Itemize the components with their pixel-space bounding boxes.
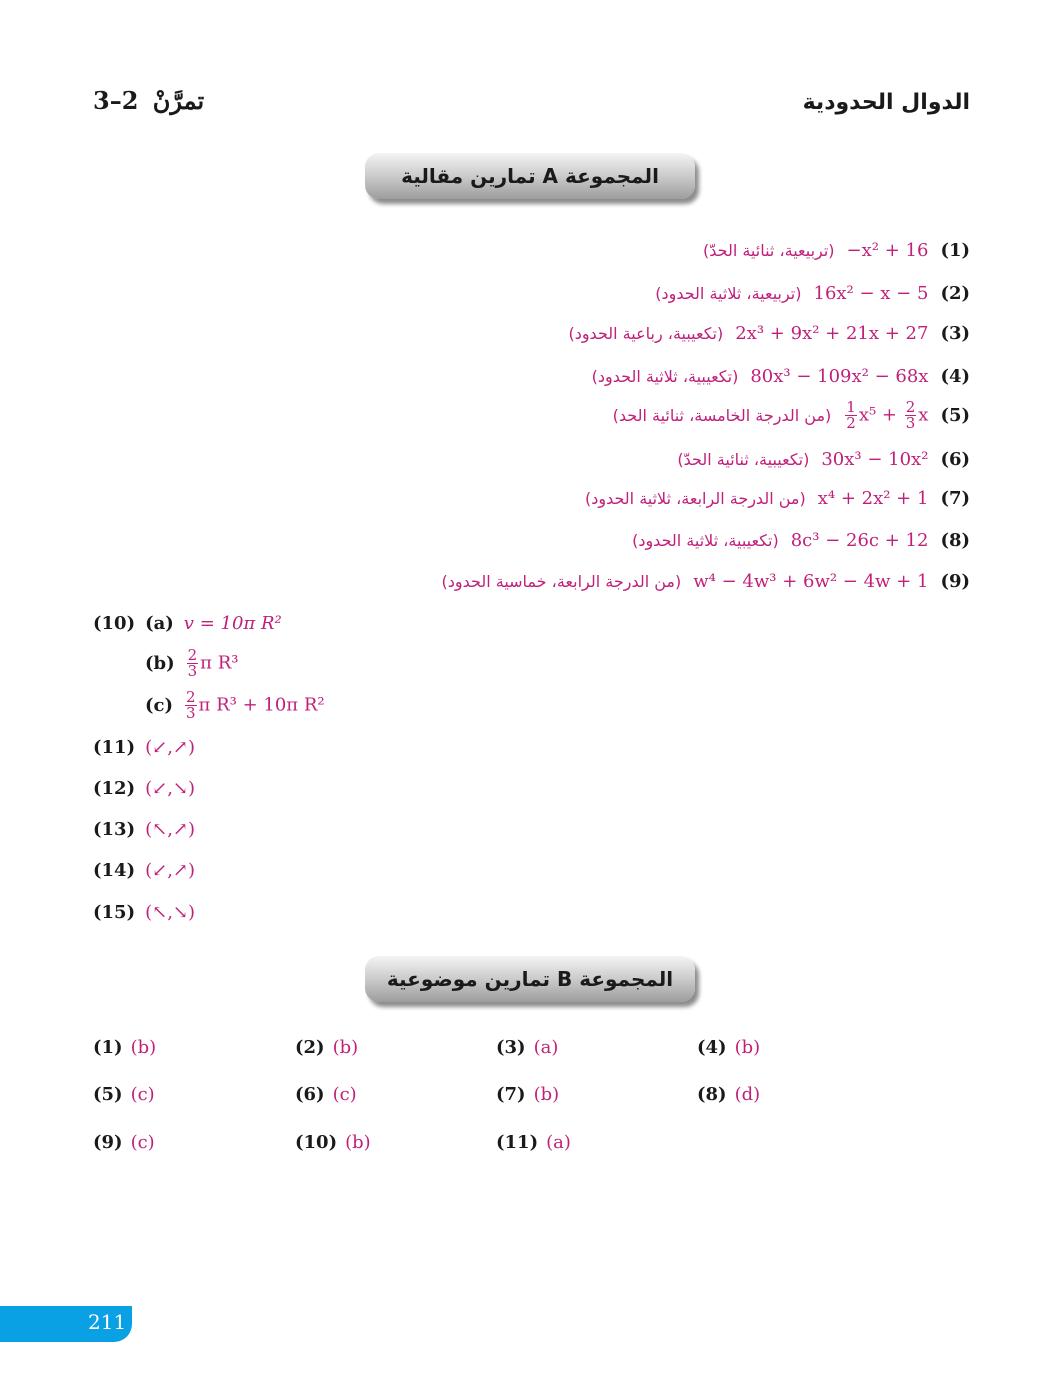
item-description: (تكعيبية، ثلاثية الحدود) [632,531,779,550]
item-number: (8) [940,530,970,551]
section-a-title: المجموعة A تمارين مقالية [401,164,659,188]
list-item [93,613,282,634]
mc-answer: (7) (b) [496,1084,560,1105]
mc-answer: (10) (b) [295,1132,371,1153]
item-expression: 16x² − x − 5 [813,283,929,304]
section-b-title: المجموعة B تمارين موضوعية [386,967,674,991]
mc-answer: (3) (a) [496,1037,559,1058]
item-number: (7) [940,488,970,509]
fraction: $\frac{2}{3}$ [905,398,916,432]
item-number: (11) [93,737,136,758]
mc-answer: (11) (a) [496,1132,571,1153]
item-number: (4) [940,366,970,387]
section-b-banner [365,956,695,1002]
page-number-bar [0,1306,132,1342]
item-number: (14) [93,860,136,881]
item-expression: $\frac{1}{2}$ x⁵ + $\frac{2}{3}$ x [846,398,929,432]
item-description: (من الدرجة الرابعة، ثلاثية الحدود) [584,489,806,508]
list-item [703,240,970,261]
part-label: (c) [145,695,173,716]
item-description: (تربيعية، ثنائية الحدّ) [702,241,835,260]
list-item [93,902,195,923]
mc-answer: (1) (b) [93,1037,157,1058]
chapter-title: الدوال الحدودية [802,90,970,115]
item-expression: 80x³ − 109x² − 68x [750,366,929,387]
item-description: (تكعيبية، ثنائية الحدّ) [677,450,810,469]
exercise-heading [93,86,204,115]
item-expression: x⁴ + 2x² + 1 [817,488,929,509]
item-number: (12) [93,778,136,799]
arrow-answer: (↙,↘) [145,778,196,799]
list-item [613,400,970,431]
mc-answer: (6) (c) [295,1084,357,1105]
item-number: (3) [940,323,970,344]
list-item [677,449,970,470]
list-item [145,690,325,721]
part-label: (a) [145,613,174,634]
list-item [145,648,239,679]
page-number: 211 [88,1310,127,1334]
list-item [655,283,970,304]
exercise-label: تمرَّنْ [152,86,205,115]
exercise-number: 3–2 [93,86,139,115]
item-description: (تكعيبية، ثلاثية الحدود) [591,367,739,386]
arrow-answer: (↙,↗) [145,737,196,758]
list-item [592,366,970,387]
item-expression: 8c³ − 26c + 12 [790,530,929,551]
part-label: (b) [145,653,175,674]
list-item [585,488,970,509]
section-a-banner [365,153,695,199]
item-expression: $\frac{2}{3}$ π R³ + 10π R² [186,688,325,722]
mc-answer: (4) (b) [697,1037,761,1058]
item-number: (9) [940,571,970,592]
item-number: (10) [93,613,136,634]
item-expression: w⁴ − 4w³ + 6w² − 4w + 1 [693,571,929,592]
item-number: (13) [93,819,136,840]
list-item [93,737,195,758]
fraction: $\frac{2}{3}$ [187,646,198,680]
item-expression: −x² + 16 [846,240,929,261]
mc-answer: (5) (c) [93,1084,155,1105]
item-expression: $\frac{2}{3}$ π R³ [187,646,239,680]
item-number: (6) [940,449,970,470]
item-number: (5) [940,405,970,426]
mc-answer: (8) (d) [697,1084,761,1105]
list-item [442,571,970,592]
item-expression: v = 10π R² [183,613,282,634]
item-number: (15) [93,902,136,923]
item-expression: 30x³ − 10x² [821,449,929,470]
list-item [568,323,970,344]
mc-answer: (2) (b) [295,1037,359,1058]
item-number: (2) [940,283,970,304]
item-description: (تكعيبية، رباعية الحدود) [568,324,724,343]
list-item [93,860,195,881]
list-item [632,530,970,551]
arrow-answer: (↖,↗) [145,819,196,840]
item-description: (تربيعية، ثلاثية الحدود) [655,284,802,303]
item-description: (من الدرجة الرابعة، خماسية الحدود) [441,572,682,591]
item-description: (من الدرجة الخامسة، ثنائية الحد) [612,406,832,425]
list-item [93,819,195,840]
mc-answer: (9) (c) [93,1132,155,1153]
item-number: (1) [940,240,970,261]
fraction: $\frac{2}{3}$ [186,688,196,722]
arrow-answer: (↖,↘) [145,902,196,923]
arrow-answer: (↙,↗) [145,860,196,881]
fraction: $\frac{1}{2}$ [846,398,856,432]
item-expression: 2x³ + 9x² + 21x + 27 [735,323,929,344]
list-item [93,778,195,799]
